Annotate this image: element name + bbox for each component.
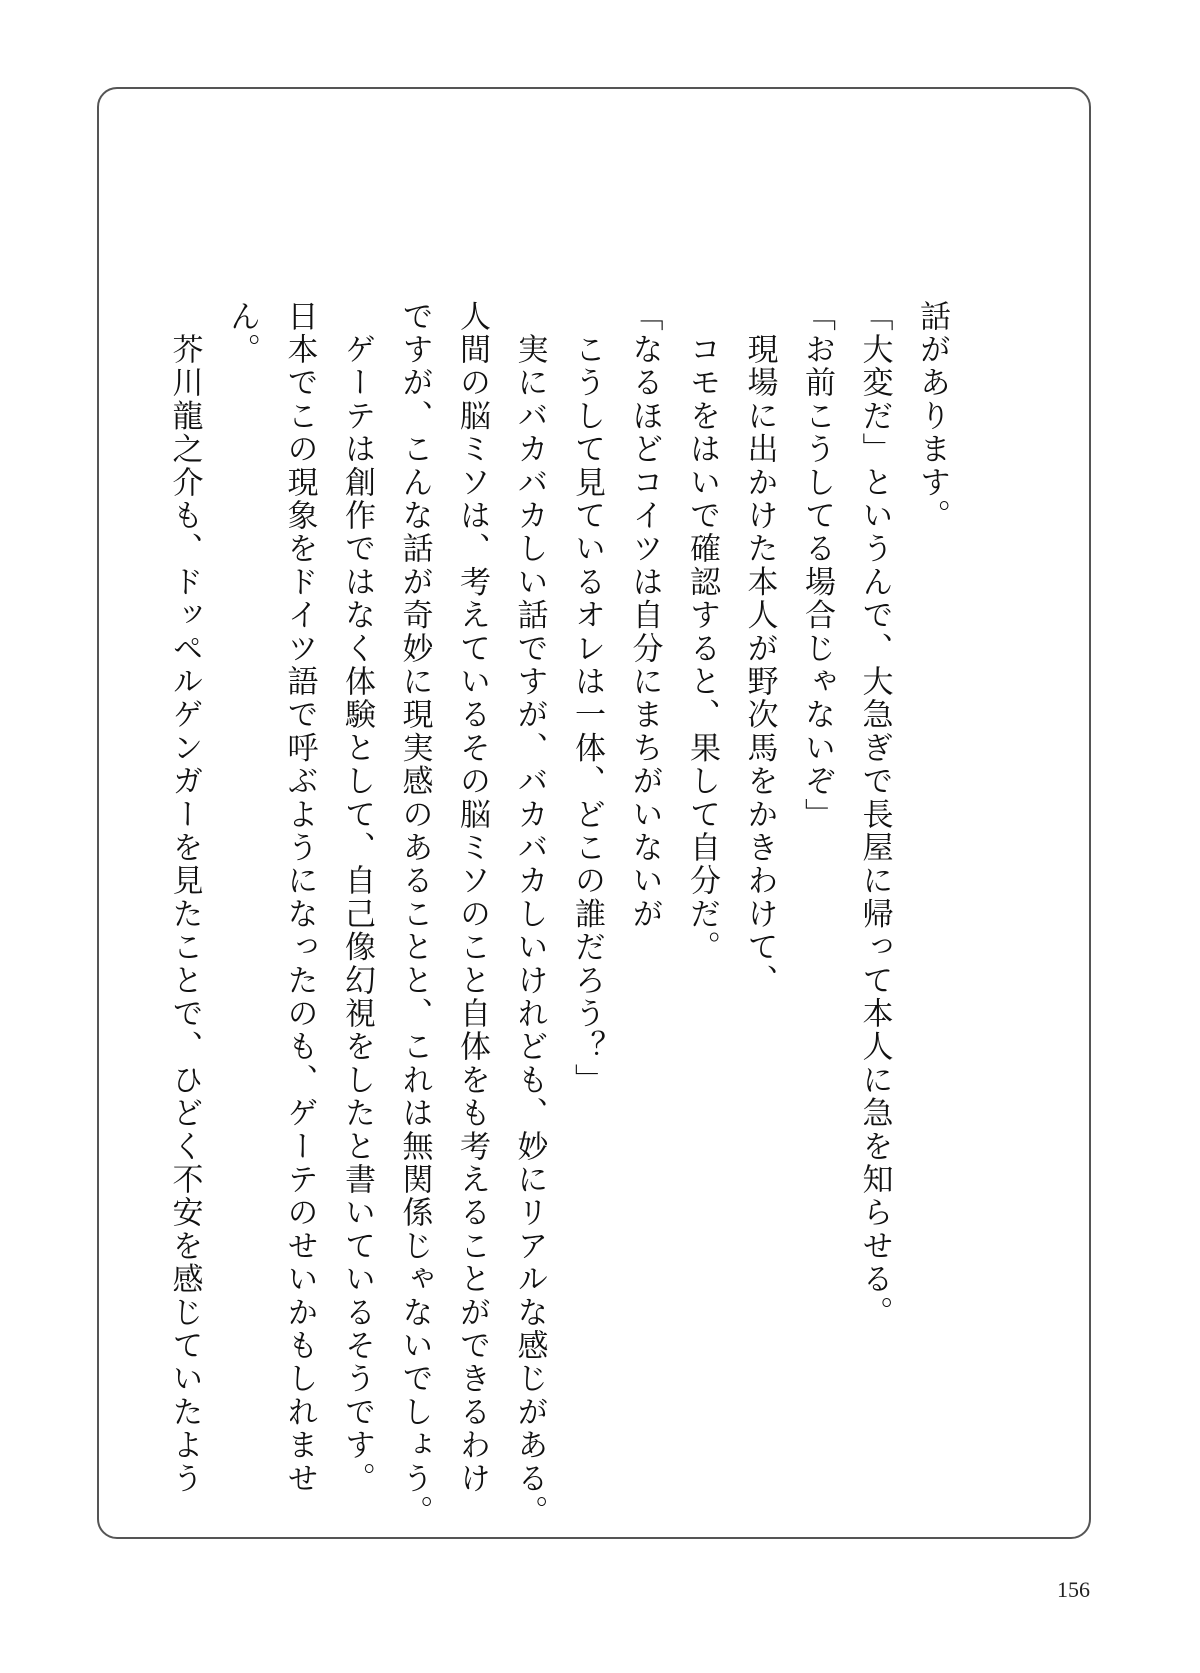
vertical-body-text — [166, 300, 960, 1529]
text-line: こうして見ているオレは一体、どこの誰だろう？」 — [569, 300, 605, 1097]
text-line: ですが、こんな話が奇妙に現実感のあることと、これは無関係じゃないでしょう。 — [396, 300, 433, 1529]
text-line: 日本でこの現象をドイツ語で呼ぶようになったのも、ゲーテのせいかもしれませ — [281, 300, 318, 1496]
text-line: 話があります。 — [914, 300, 950, 533]
text-line: 「大変だ」というんで、大急ぎで長屋に帰って本人に急を知らせる。 — [856, 300, 893, 1330]
page-number: 156 — [1057, 1577, 1090, 1602]
text-line: 芥川龍之介も、ドッペルゲンガーを見たことで、ひどく不安を感じていたよう — [166, 300, 203, 1496]
text-line: コモをはいで確認すると、果して自分だ。 — [684, 300, 720, 964]
text-line: 現場に出かけた本人が野次馬をかきわけて、 — [741, 300, 778, 998]
text-line: ん。 — [224, 300, 260, 367]
text-line: 「なるほどコイツは自分にまちがいないが — [626, 300, 663, 931]
text-line: 実にバカバカしい話ですが、バカバカしいけれども、妙にリアルな感じがある。 — [511, 300, 548, 1529]
text-line: 人間の脳ミソは、考えているその脳ミソのこと自体をも考えることができるわけ — [454, 300, 490, 1496]
text-line: 「お前こうしてる場合じゃないぞ」 — [799, 300, 835, 832]
text-line: ゲーテは創作ではなく体験として、自己像幻視をしたと書いているそうです。 — [339, 300, 375, 1496]
